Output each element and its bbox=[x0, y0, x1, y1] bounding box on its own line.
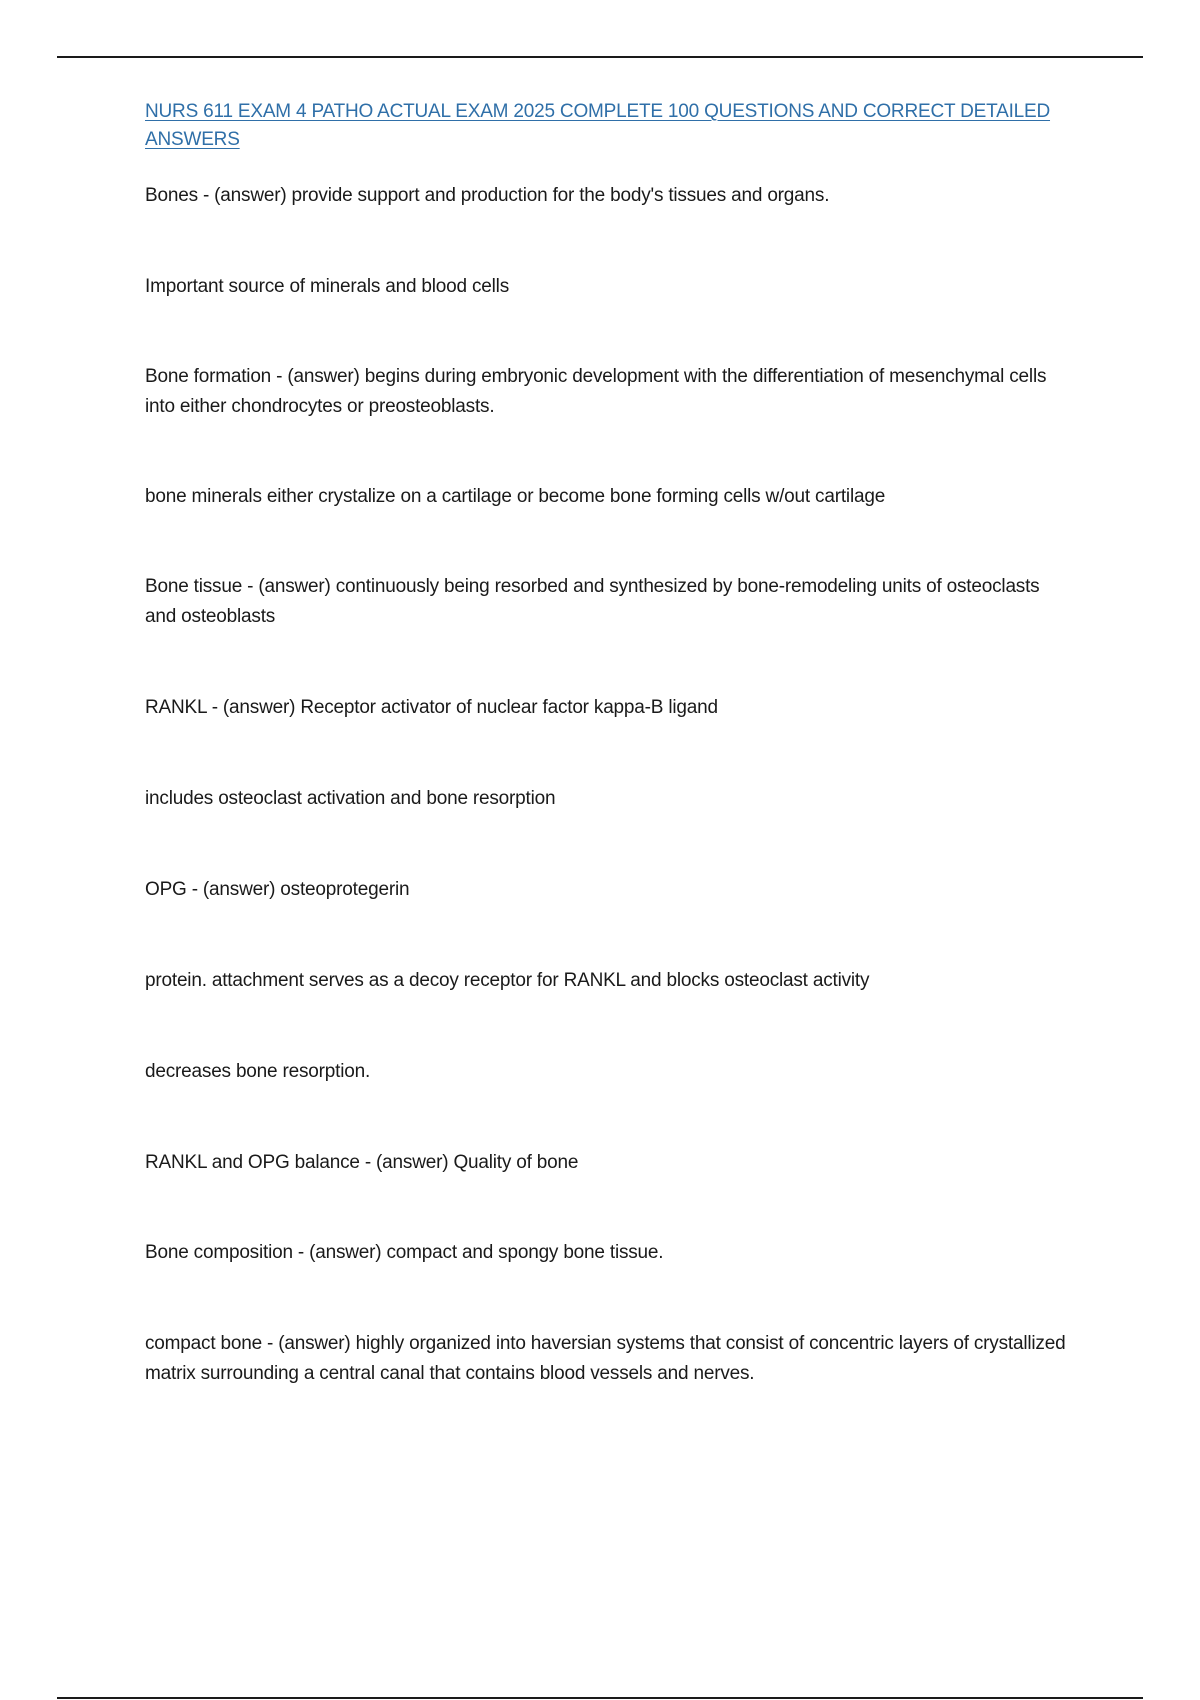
paragraph-bone-formation: Bone formation - (answer) begins during embryonic development with the differentiation of mesenchymal cells into either chondrocytes or preosteoblasts. bbox=[145, 366, 1047, 417]
paragraph-bone-minerals: bone minerals either crystalize on a cartilage or become bone forming cells w/out cartilage bbox=[145, 486, 886, 507]
paragraph-bones: Bones - (answer) provide support and production for the body's tissues and organs. bbox=[145, 185, 830, 206]
paragraph-minerals: Important source of minerals and blood cells bbox=[145, 276, 510, 297]
paragraph-decoy-receptor: protein. attachment serves as a decoy receptor for RANKL and blocks osteoclast activity bbox=[145, 970, 870, 991]
paragraph-decreases-resorption: decreases bone resorption. bbox=[145, 1061, 371, 1082]
paragraph-bone-composition: Bone composition - (answer) compact and spongy bone tissue. bbox=[145, 1242, 664, 1263]
paragraph-osteoclast-activation: includes osteoclast activation and bone resorption bbox=[145, 788, 556, 809]
bottom-horizontal-rule bbox=[57, 1697, 1143, 1699]
paragraph-rankl-opg-balance: RANKL and OPG balance - (answer) Quality of bone bbox=[145, 1152, 579, 1173]
top-horizontal-rule bbox=[57, 56, 1143, 58]
document-title-link[interactable]: NURS 611 EXAM 4 PATHO ACTUAL EXAM 2025 COMPLETE 100 QUESTIONS AND CORRECT DETAILED ANSWERS bbox=[145, 101, 1051, 150]
paragraph-compact-bone: compact bone - (answer) highly organized into haversian systems that consist of concentric layers of crystallized matrix surrounding a central canal that contains blood vessels and nerves. bbox=[145, 1333, 1066, 1384]
paragraph-bone-tissue: Bone tissue - (answer) continuously being resorbed and synthesized by bone-remodeling units of osteoclasts and osteoblasts bbox=[145, 576, 1040, 627]
paragraph-rankl: RANKL - (answer) Receptor activator of nuclear factor kappa-B ligand bbox=[145, 697, 718, 718]
paragraph-opg: OPG - (answer) osteoprotegerin bbox=[145, 879, 410, 900]
